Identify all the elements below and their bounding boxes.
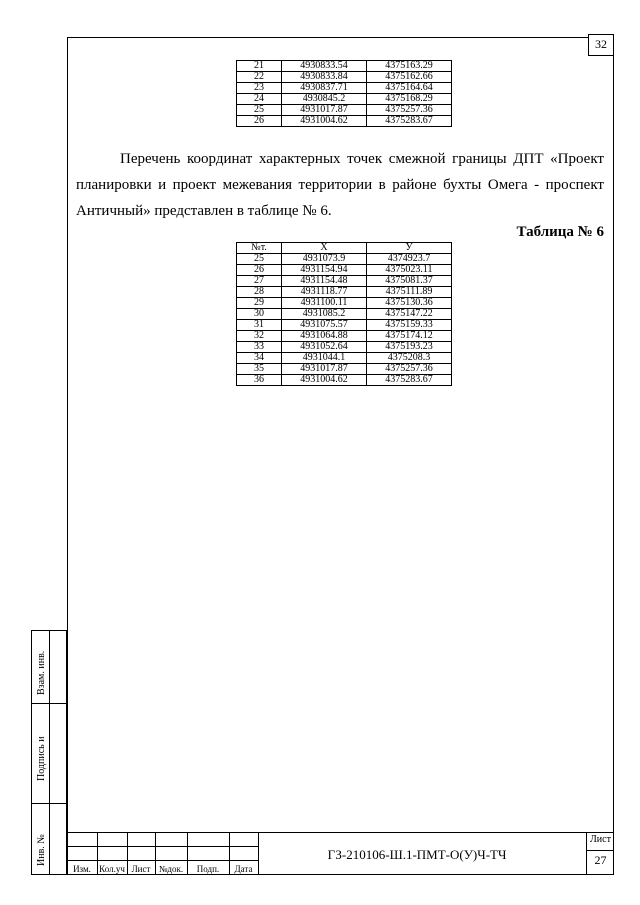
x-coordinate-cell: 4931154.48 bbox=[282, 276, 367, 287]
table-row bbox=[237, 320, 452, 331]
y-coordinate-cell: 4375111.89 bbox=[367, 287, 452, 298]
paragraph-text: Перечень координат характерных точек смежной границы ДПТ «Проект планировки и проект межевания территории в районе бухты Омега - проспект Античный» представлен в таблице № 6. bbox=[76, 151, 604, 219]
x-coordinate-cell: 4931064.88 bbox=[282, 331, 367, 342]
x-coordinate-cell: 4931100.11 bbox=[282, 298, 367, 309]
point-number-cell: 29 bbox=[237, 298, 282, 309]
y-coordinate-cell: 4375164.64 bbox=[367, 83, 452, 94]
x-coordinate-cell: 4930833.84 bbox=[282, 72, 367, 83]
y-coordinate-cell: 4375257.36 bbox=[367, 105, 452, 116]
table-row bbox=[237, 331, 452, 342]
document-code: ГЗ-210106-Ш.1-ПМТ-О(У)Ч-ТЧ bbox=[327, 847, 507, 862]
point-number-cell: 22 bbox=[237, 72, 282, 83]
sheet-label: Лист bbox=[590, 834, 611, 845]
table-row bbox=[237, 364, 452, 375]
y-coordinate-cell: 4375193.23 bbox=[367, 342, 452, 353]
table-row bbox=[237, 116, 452, 127]
x-coordinate-cell: 4930837.71 bbox=[282, 83, 367, 94]
table-row bbox=[237, 72, 452, 83]
point-number-cell: 25 bbox=[237, 105, 282, 116]
x-coordinate-cell: 4931075.57 bbox=[282, 320, 367, 331]
sheet-number: 27 bbox=[594, 853, 607, 867]
x-coordinate-cell: 4931052.64 bbox=[282, 342, 367, 353]
table-row bbox=[237, 298, 452, 309]
table2-header-row bbox=[237, 243, 452, 254]
side-label-inventory: Инв. № bbox=[36, 834, 47, 866]
y-coordinate-cell: 4375162.66 bbox=[367, 72, 452, 83]
x-coordinate-cell: 4931017.87 bbox=[282, 364, 367, 375]
y-coordinate-cell: 4374923.7 bbox=[367, 254, 452, 265]
y-coordinate-cell: 4375159.33 bbox=[367, 320, 452, 331]
table-caption: Таблица № 6 bbox=[516, 224, 604, 240]
point-number-cell: 36 bbox=[237, 375, 282, 386]
coordinates-table-6 bbox=[236, 242, 452, 386]
tb-sheet-line bbox=[586, 850, 614, 851]
tb-col-doc: №док. bbox=[158, 864, 184, 874]
x-coordinate-cell: 4931044.1 bbox=[282, 353, 367, 364]
y-coordinate-cell: 4375130.36 bbox=[367, 298, 452, 309]
tb-col-date: Дата bbox=[234, 864, 253, 874]
table-row bbox=[237, 342, 452, 353]
point-number-cell: 26 bbox=[237, 265, 282, 276]
point-number-cell: 26 bbox=[237, 116, 282, 127]
point-number-cell: 32 bbox=[237, 331, 282, 342]
point-number-cell: 30 bbox=[237, 309, 282, 320]
y-coordinate-cell: 4375168.29 bbox=[367, 94, 452, 105]
header-x: X bbox=[282, 243, 367, 254]
point-number-cell: 28 bbox=[237, 287, 282, 298]
side-separator bbox=[32, 703, 66, 704]
point-number-cell: 23 bbox=[237, 83, 282, 94]
y-coordinate-cell: 4375023.11 bbox=[367, 265, 452, 276]
x-coordinate-cell: 4931073.9 bbox=[282, 254, 367, 265]
side-separator bbox=[32, 803, 66, 804]
x-coordinate-cell: 4931118.77 bbox=[282, 287, 367, 298]
point-number-cell: 34 bbox=[237, 353, 282, 364]
table-row bbox=[237, 254, 452, 265]
side-divider bbox=[49, 631, 50, 874]
point-number-cell: 35 bbox=[237, 364, 282, 375]
y-coordinate-cell: 4375163.29 bbox=[367, 61, 452, 72]
x-coordinate-cell: 4931004.62 bbox=[282, 116, 367, 127]
table-row bbox=[237, 276, 452, 287]
tb-col-sheet: Лист bbox=[131, 864, 151, 874]
table-row bbox=[237, 105, 452, 116]
table-row bbox=[237, 353, 452, 364]
table2-body bbox=[237, 254, 452, 386]
y-coordinate-cell: 4375174.12 bbox=[367, 331, 452, 342]
x-coordinate-cell: 4930845.2 bbox=[282, 94, 367, 105]
point-number-cell: 21 bbox=[237, 61, 282, 72]
y-coordinate-cell: 4375081.37 bbox=[367, 276, 452, 287]
side-label-signature: Подпись и bbox=[36, 736, 47, 781]
title-block bbox=[67, 832, 614, 875]
table-row bbox=[237, 287, 452, 298]
table-row bbox=[237, 265, 452, 276]
x-coordinate-cell: 4931004.62 bbox=[282, 375, 367, 386]
table1-body bbox=[237, 61, 452, 127]
table-row bbox=[237, 83, 452, 94]
x-coordinate-cell: 4931085.2 bbox=[282, 309, 367, 320]
tb-col-signature: Подп. bbox=[196, 864, 220, 874]
point-number-cell: 31 bbox=[237, 320, 282, 331]
point-number-cell: 33 bbox=[237, 342, 282, 353]
point-number-cell: 24 bbox=[237, 94, 282, 105]
point-number-cell: 27 bbox=[237, 276, 282, 287]
table-row bbox=[237, 61, 452, 72]
x-coordinate-cell: 4931154.94 bbox=[282, 265, 367, 276]
description-paragraph bbox=[76, 146, 604, 224]
y-coordinate-cell: 4375283.67 bbox=[367, 375, 452, 386]
y-coordinate-cell: 4375283.67 bbox=[367, 116, 452, 127]
tb-col-change: Изм. bbox=[73, 864, 91, 874]
side-label-replace: Взам. инв. bbox=[36, 650, 47, 695]
y-coordinate-cell: 4375147.22 bbox=[367, 309, 452, 320]
x-coordinate-cell: 4931017.87 bbox=[282, 105, 367, 116]
tb-col-count: Кол.уч bbox=[99, 864, 125, 874]
header-point: №т. bbox=[237, 243, 282, 254]
side-stamp bbox=[31, 630, 67, 875]
table-row bbox=[237, 94, 452, 105]
header-y: У bbox=[367, 243, 452, 254]
x-coordinate-cell: 4930833.54 bbox=[282, 61, 367, 72]
table-row bbox=[237, 375, 452, 386]
y-coordinate-cell: 4375208.3 bbox=[367, 353, 452, 364]
table-row bbox=[237, 309, 452, 320]
point-number-cell: 25 bbox=[237, 254, 282, 265]
page-number: 32 bbox=[588, 34, 614, 56]
coordinates-table-continued bbox=[236, 60, 452, 127]
y-coordinate-cell: 4375257.36 bbox=[367, 364, 452, 375]
